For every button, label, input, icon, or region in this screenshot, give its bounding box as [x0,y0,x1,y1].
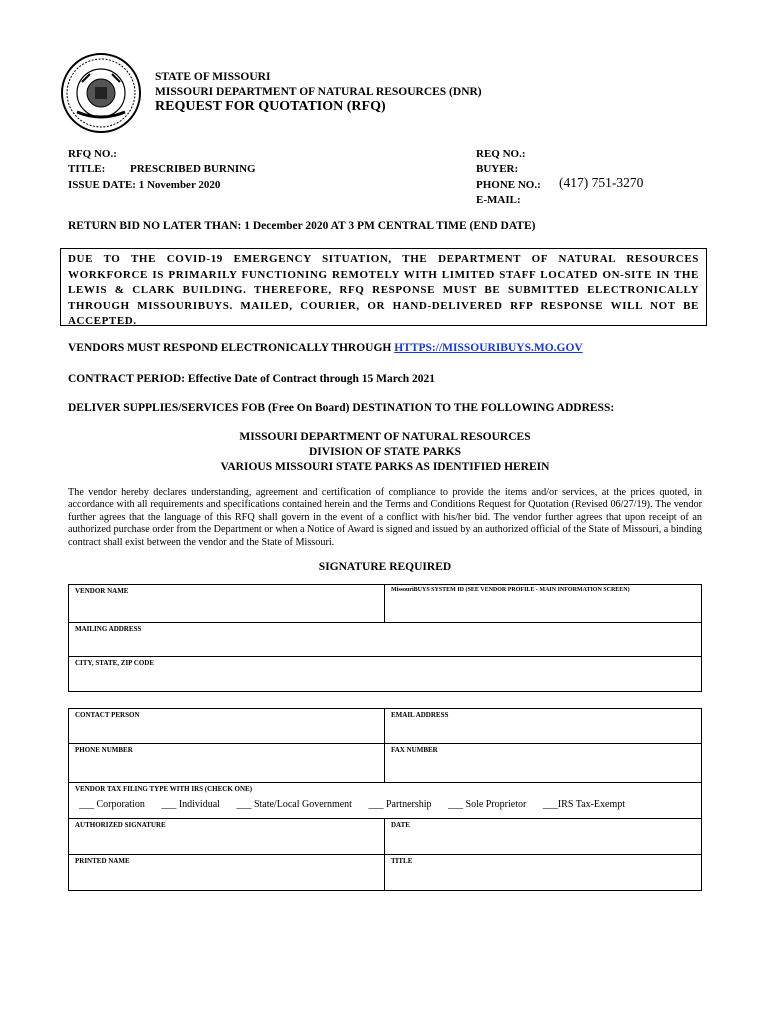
address-line-3: VARIOUS MISSOURI STATE PARKS AS IDENTIFIED HEREIN [220,461,550,473]
buyer-label: BUYER: [476,163,519,175]
deliver-instructions: DELIVER SUPPLIES/SERVICES FOB (Free On Board) DESTINATION TO THE FOLLOWING ADDRESS: [68,402,615,414]
date-field[interactable] [385,819,702,855]
contact-info-table [68,708,702,891]
tax-filing-type-field [69,783,702,819]
header-state: STATE OF MISSOURI [155,71,271,83]
covid-notice-box: DUE TO THE COVID-19 EMERGENCY SITUATION, THE DEPARTMENT OF NATURAL RESOURCES WORKFORCE IS PRIMARILY FUNCTIONING REMOTELY WITH LIMITED STAFF LOCATED ON-SITE IN THE LEWIS & CLARK BUILDING. THEREFORE, RFQ RESPONSE MUST BE SUBMITTED ELECTRONICALLY THROUGH MISSOURIBUYS. MAILED, COURIER, OR HAND-DELIVERED RFP RESPONSE WILL NOT BE ACCEPTED. [60,248,707,326]
city-state-zip-field[interactable] [69,657,702,692]
printed-name-label: PRINTED NAME [75,857,130,865]
title-value: PRESCRIBED BURNING [130,163,256,175]
address-line-2: DIVISION OF STATE PARKS [309,446,461,458]
vendor-info-table [68,584,702,692]
tax-option-individual[interactable]: ___ Individual [161,799,220,810]
rfq-no-label: RFQ NO.: [68,148,117,160]
email-label: E-MAIL: [476,194,521,206]
title-field[interactable] [385,855,702,891]
fax-number-label: FAX NUMBER [391,746,438,754]
issue-date: ISSUE DATE: 1 November 2020 [68,179,221,191]
email-address-label: EMAIL ADDRESS [391,711,449,719]
authorized-signature-label: AUTHORIZED SIGNATURE [75,821,166,829]
header-department: MISSOURI DEPARTMENT OF NATURAL RESOURCES (DNR) [155,86,482,98]
tax-option-corporation[interactable]: ___ Corporation [79,799,145,810]
mailing-address-field[interactable] [69,623,702,657]
phone-value: (417) 751-3270 [559,175,644,190]
contact-person-label: CONTACT PERSON [75,711,140,719]
vendor-name-field[interactable] [69,585,385,623]
tax-option-irs-exempt[interactable]: ___IRS Tax-Exempt [542,799,626,810]
mailing-address-label: MAILING ADDRESS [75,625,142,633]
city-state-zip-label: CITY, STATE, ZIP CODE [75,659,155,667]
email-address-field[interactable] [385,709,702,744]
req-no-label: REQ NO.: [476,148,526,160]
date-label: DATE [391,821,410,829]
signature-required-heading: SIGNATURE REQUIRED [318,561,452,573]
missouri-state-seal [60,52,142,134]
doc-title: REQUEST FOR QUOTATION (RFQ) [155,99,386,114]
return-bid-deadline: RETURN BID NO LATER THAN: 1 December 2020 AT 3 PM CENTRAL TIME (END DATE) [68,220,536,232]
tax-filing-type-label: VENDOR TAX FILING TYPE WITH IRS (CHECK ONE) [75,785,253,793]
missouribuys-id-label: MissouriBUYS SYSTEM ID (SEE VENDOR PROFILE - MAIN INFORMATION SCREEN) [391,587,630,593]
certification-paragraph: The vendor hereby declares understanding, agreement and certification of compliance to provide the items and/or services, at the prices quoted, in accordance with all requirements and specifications contained herein and the Terms and Conditions Request for Quotation (Revised 06/27/19). The vendor further agrees that the language of this RFQ shall govern in the event of a conflict with his/her bid. The vendor further agrees that upon receipt of an authorized purchase order from the Department or when a Notice of Award is signed and issued by an authorized official of the State of Missouri, a binding contract shall exist between the vendor and the State of Missouri. [68,487,702,548]
phone-number-label: PHONE NUMBER [75,746,133,754]
authorized-signature-field[interactable] [69,819,385,855]
tax-option-partnership[interactable]: ___ Partnership [368,799,432,810]
fax-number-field[interactable] [385,744,702,783]
printed-name-field[interactable] [69,855,385,891]
phone-number-field[interactable] [69,744,385,783]
vendor-name-label: VENDOR NAME [75,587,129,595]
title-field-label: TITLE [391,857,413,865]
tax-option-sole-proprietor[interactable]: ___ Sole Proprietor [448,799,527,810]
contract-period: CONTRACT PERIOD: Effective Date of Contract through 15 March 2021 [68,373,436,385]
tax-option-state-local[interactable]: ___ State/Local Government [236,799,352,810]
missouribuys-link[interactable]: HTTPS://MISSOURIBUYS.MO.GOV [394,342,583,354]
title-label: TITLE: [68,163,106,175]
vendors-respond-line [68,342,583,354]
address-line-1: MISSOURI DEPARTMENT OF NATURAL RESOURCES [239,431,531,443]
missouribuys-id-field[interactable] [385,585,702,623]
vendors-respond-text: VENDORS MUST RESPOND ELECTRONICALLY THROUGH [68,342,392,354]
contact-person-field[interactable] [69,709,385,744]
tax-options [75,799,695,810]
phone-label: PHONE NO.: [476,179,541,191]
